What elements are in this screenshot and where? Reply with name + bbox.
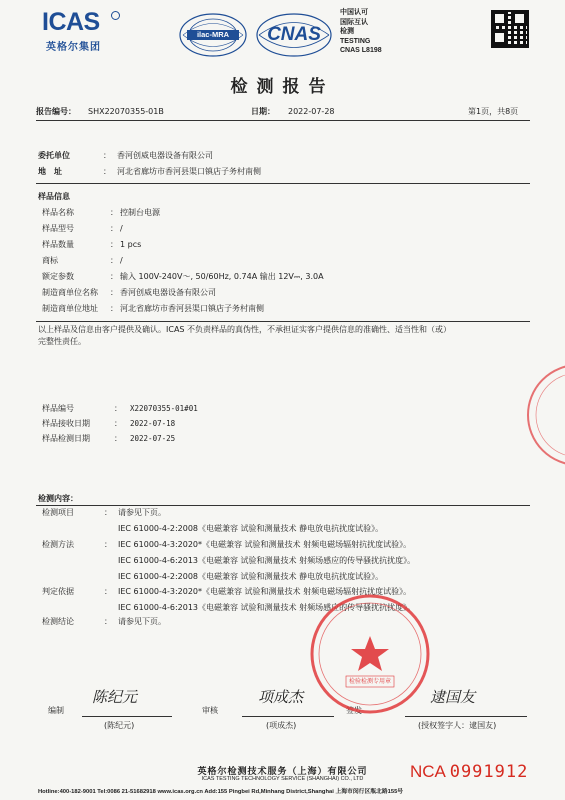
divider (36, 120, 530, 121)
test-date-value: 2022-07-25 (130, 434, 176, 443)
divider (36, 321, 530, 322)
icas-chinese-name: 英格尔集团 (46, 42, 101, 53)
test-item-value: 请参见下页。 (118, 508, 166, 517)
test-date-label: 样品检测日期 (42, 434, 90, 443)
method-label: 检测方法 (42, 540, 74, 549)
report-no-value: SHX22070355-01B (88, 107, 164, 116)
divider (36, 183, 530, 184)
sample-row-label: 制造商单位地址 (42, 304, 98, 313)
reviewed-signature: 项成杰 (258, 688, 304, 706)
report-no-label: 报告编号： (36, 107, 76, 116)
prepared-by-name: (陈纪元) (104, 721, 135, 730)
prepared-signature: 陈纪元 (92, 688, 138, 706)
sample-section-title: 样品信息 (38, 192, 70, 201)
reviewed-by-name: (项成杰) (266, 721, 297, 730)
nca-serial: NCA 0991912 (410, 762, 529, 782)
standard-line: IEC 61000-4-3:2020*《电磁兼容 试验和测量技术 射频电磁场辐射抗扰度试验》。 (118, 540, 412, 549)
receive-date-label: 样品接收日期 (42, 419, 90, 428)
sample-row-label: 额定参数 (42, 272, 74, 281)
standard-line: IEC 61000-4-6:2013《电磁兼容 试验和测量技术 射频场感应的传导骚扰抗扰度》。 (118, 556, 416, 565)
approved-by-label: 签发 (346, 706, 362, 715)
sample-row-value: 输入 100V-240V～, 50/60Hz, 0.74A 输出 12V⎓, 3.0A (120, 272, 324, 281)
edge-seal (520, 360, 565, 470)
sample-row-value: 控制台电源 (120, 208, 160, 217)
report-title: 检测报告 (230, 77, 335, 97)
basis-label: 判定依据 (42, 587, 74, 596)
icas-logo: ICAS (42, 8, 100, 36)
sample-row-label: 样品名称 (42, 208, 74, 217)
sample-row-label: 制造商单位名称 (42, 288, 98, 297)
report-page: ICAS 英格尔集团 ilac-MRA CNAS 中国认可 国际互认 检测 TESTING CNAS L8198 检测报告 报告编号： SHX22070355-01B 日期： 2022-07-28 第1页，共8页 委托单位 ： 香河创威电器设备有限公司 地 址 ： 河北省廊坊市香河县渠口镇店子务村南侧 样品信息 样品名称 ： 控制台电源 样品型号 ： / 样品数量 ： 1 pcs 商标 ： / 额定参数 ： 输入 100V-240V～, 50/60Hz, 0.74A 输出 12V⎓, 3.0A 制造商单位名称 ： 香河创威电器设备有限公司 制造商单位地址 ： 河北省廊坊市香河县渠口镇店子务村南侧 以上样品及信息由客户提供及确认。ICAS 不负责样品的真伪性，不承担证实客户提供信息的准确性、适当性和（或） 完整性责任。 样品编号 ： X22070355-01#01 样品接收日期 ： 2022-07-18 样品检测日期 ： 2022-07-25 检测内容： 检测项目 ： 请参见下页。 IEC 61000-4-2:2008《电磁兼容 试验和测量技术 静电放电抗扰度试验》。 检测方法 ： IEC 61000-4-3:2020*《电磁兼容 试验和测量技术 射频电磁场辐射抗扰度试验》。 IEC 61000-4-6:2013《电磁兼容 试验和测量技术 射频场感应的传导骚扰抗扰度》。 IEC 61000-4-2:2008《电磁兼容 试验和测量技术 静电放电抗扰度试验》。 判定依据 ： IEC 61000-4-3:2020*《电磁兼容 试验和测量技术 射频电磁场辐射抗扰度试验》。 IEC 61000-4-6:2013《电磁兼容 试验和测量技术 射频场感应的传导骚扰抗扰度》。 检测结论 ： 请参见下页。 编制 陈纪元 (陈纪元) 审核 项成杰 (项成杰) 签发 逮国友 (授权签字人：逮国友) 检验检测专用章 英格尔检测技术服务（上海）有限公司 ICAS TESTING TECHNOLOGY SERVICE (SHANGHAI) CO., LTD Hotline:400-182-9001 Tel:0086 21-51682918 www.icas.org.cn Add:155 Pingbei Rd,Minhang District,Shanghai 上海市闵行区瓶北路155号 NCA 0991912 (0, 0, 565, 800)
date-label: 日期： (251, 107, 275, 116)
standard-line: IEC 61000-4-6:2013《电磁兼容 试验和测量技术 射频场感应的传导骚扰抗扰度》。 (118, 603, 416, 612)
standard-line: IEC 61000-4-3:2020*《电磁兼容 试验和测量技术 射频电磁场辐射抗扰度试验》。 (118, 587, 412, 596)
client-value: 香河创威电器设备有限公司 (117, 151, 213, 160)
footer-contact: Hotline:400-182-9001 Tel:0086 21-51682918 www.icas.org.cn Add:155 Pingbei Rd,Minhang District,Shanghai 上海市闵行区瓶北路155号 (38, 789, 404, 795)
test-item-standard: IEC 61000-4-2:2008《电磁兼容 试验和测量技术 静电放电抗扰度试验》。 (118, 524, 384, 533)
prepared-by-label: 编制 (48, 706, 64, 715)
client-label: 委托单位 (38, 151, 70, 160)
official-stamp: 检验检测专用章 (308, 592, 432, 716)
test-item-label: 检测项目 (42, 508, 74, 517)
sample-row-value: / (120, 224, 123, 233)
approved-by-name: (授权签字人：逮国友) (418, 721, 497, 730)
footer-company-en: ICAS TESTING TECHNOLOGY SERVICE (SHANGHAI) CO., LTD (201, 776, 364, 782)
sample-row-label: 样品型号 (42, 224, 74, 233)
sample-row-value: / (120, 256, 123, 265)
conclusion-value: 请参见下页。 (118, 617, 166, 626)
sample-row-value: 1 pcs (120, 240, 142, 249)
approved-signature: 逮国友 (430, 688, 476, 706)
disclaimer-line-2: 完整性责任。 (38, 337, 86, 346)
date-value: 2022-07-28 (288, 107, 335, 116)
sample-no-value: X22070355-01#01 (130, 404, 198, 413)
receive-date-value: 2022-07-18 (130, 419, 176, 428)
disclaimer-line-1: 以上样品及信息由客户提供及确认。ICAS 不负责样品的真伪性，不承担证实客户提供信息的准确性、适当性和（或） (38, 325, 452, 334)
page-info: 第1页，共8页 (468, 107, 519, 116)
sample-row-label: 样品数量 (42, 240, 74, 249)
registered-icon (111, 11, 120, 20)
sample-no-label: 样品编号 (42, 404, 74, 413)
sample-row-value: 香河创威电器设备有限公司 (120, 288, 216, 297)
address-label: 地 址 (38, 167, 62, 176)
standard-line: IEC 61000-4-2:2008《电磁兼容 试验和测量技术 静电放电抗扰度试验》。 (118, 572, 384, 581)
test-section-title: 检测内容： (38, 494, 78, 503)
sample-row-label: 商标 (42, 256, 58, 265)
ilac-mra-logo: ilac-MRA (177, 12, 249, 58)
address-value: 河北省廊坊市香河县渠口镇店子务村南侧 (117, 167, 261, 176)
divider (36, 505, 530, 506)
conclusion-label: 检测结论 (42, 617, 74, 626)
footer-company-cn: 英格尔检测技术服务（上海）有限公司 (197, 767, 368, 777)
reviewed-by-label: 审核 (202, 706, 218, 715)
sample-row-value: 河北省廊坊市香河县渠口镇店子务村南侧 (120, 304, 264, 313)
cnas-logo: CNAS (255, 12, 333, 58)
accreditation-text: 中国认可 国际互认 检测 TESTING CNAS L8198 (340, 8, 382, 54)
